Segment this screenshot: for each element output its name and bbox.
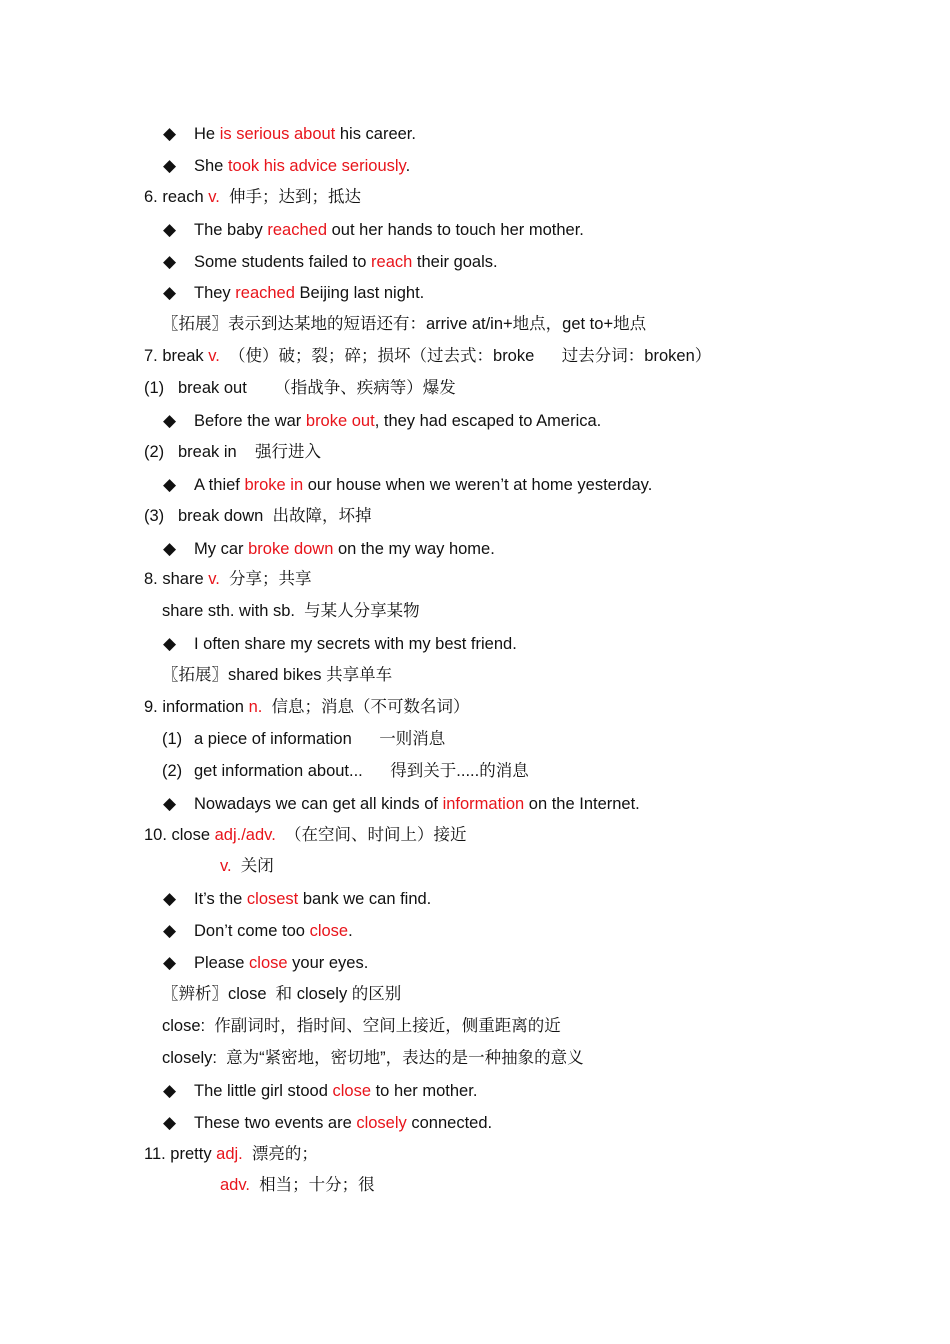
text-segment: out her hands to touch her mother. — [327, 220, 584, 239]
example-sentence — [0, 277, 950, 309]
text-segment: A thief — [194, 475, 245, 494]
example-sentence — [0, 947, 950, 979]
text-segment: 7. break — [144, 347, 209, 366]
highlighted-text: close — [309, 922, 349, 941]
text-segment: . — [405, 156, 411, 175]
highlighted-text: reach — [371, 252, 413, 271]
bullet-icon: ◆ — [163, 219, 177, 239]
highlighted-text: close — [249, 954, 288, 973]
text-segment: close: 作副词时，指时间、空间上接近，侧重距离的近 — [162, 1016, 561, 1035]
text-segment: break down 出故障，坏掉 — [178, 506, 372, 525]
text-segment: The baby — [194, 220, 268, 239]
text-segment: I often share my secrets with my best friend. — [194, 635, 517, 654]
text-segment: It’s the — [194, 890, 247, 909]
text-segment: 〖拓展〗表示到达某地的短语还有：arrive at/in+地点，get to+地点 — [162, 315, 647, 334]
text-segment: 伸手；达到；抵达 — [219, 187, 362, 206]
document-page — [0, 118, 950, 1202]
highlighted-text: v. — [220, 857, 232, 876]
highlighted-text: v. — [208, 187, 220, 206]
bullet-icon: ◆ — [163, 889, 177, 909]
text-segment: our house when we weren’t at home yesterday. — [303, 475, 653, 494]
highlighted-text: v. — [208, 347, 220, 366]
text-segment: 9. information — [144, 698, 249, 717]
example-sentence — [0, 533, 950, 565]
bullet-icon: ◆ — [163, 953, 177, 973]
highlighted-text: adj. — [216, 1144, 243, 1163]
text-segment: break out （指战争、疾病等）爆发 — [178, 379, 456, 398]
text-segment: Beijing last night. — [294, 284, 425, 303]
text-segment: These two events are — [194, 1113, 357, 1132]
example-sentence — [0, 1107, 950, 1139]
highlighted-text: adv. — [220, 1176, 250, 1195]
text-segment: closely: 意为“紧密地，密切地”，表达的是一种抽象的意义 — [162, 1048, 584, 1067]
sense-line — [0, 851, 950, 883]
example-sentence — [0, 150, 950, 182]
bullet-icon: ◆ — [163, 411, 177, 431]
item-number: (1) — [162, 729, 183, 748]
bullet-icon: ◆ — [163, 921, 177, 941]
example-sentence — [0, 469, 950, 501]
text-segment: The little girl stood — [194, 1081, 333, 1100]
text-segment: on the my way home. — [333, 539, 495, 558]
highlighted-text: broke out — [305, 412, 375, 431]
text-segment: . — [348, 922, 353, 941]
note-line — [0, 1043, 950, 1075]
text-segment: （使）破；裂；碎；损坏（过去式：broke 过去分词：broken） — [219, 347, 712, 366]
example-sentence — [0, 788, 950, 820]
text-segment: My car — [194, 539, 249, 558]
text-segment: connected. — [406, 1113, 493, 1132]
example-sentence — [0, 405, 950, 437]
highlighted-text: closely — [356, 1113, 407, 1132]
text-segment: （在空间、时间上）接近 — [275, 825, 467, 844]
highlighted-text: v. — [208, 570, 220, 589]
highlighted-text: n. — [248, 698, 263, 717]
bullet-icon: ◆ — [163, 251, 177, 271]
bullet-icon: ◆ — [163, 793, 177, 813]
example-sentence — [0, 915, 950, 947]
item-number: (3) — [144, 506, 165, 525]
example-sentence — [0, 118, 950, 150]
highlighted-text: is serious about — [219, 125, 336, 143]
text-segment: They — [194, 284, 236, 303]
vocab-heading — [0, 341, 950, 373]
text-segment: 相当；十分；很 — [249, 1176, 375, 1195]
sense-line — [0, 1170, 950, 1202]
text-segment: a piece of information 一则消息 — [194, 729, 446, 748]
text-segment: break in 强行进入 — [178, 442, 322, 461]
bullet-icon: ◆ — [163, 538, 177, 558]
text-segment: your eyes. — [287, 954, 369, 973]
vocab-heading — [0, 564, 950, 596]
example-sentence — [0, 1075, 950, 1107]
text-segment: 信息；消息（不可数名词） — [262, 698, 470, 717]
example-sentence — [0, 628, 950, 660]
text-segment: 11. pretty — [144, 1144, 217, 1163]
bullet-icon: ◆ — [163, 634, 177, 654]
phrase-item — [0, 437, 950, 469]
text-segment: their goals. — [412, 252, 498, 271]
text-segment: 漂亮的； — [242, 1144, 318, 1163]
text-segment: 10. close — [144, 825, 215, 844]
note-line — [0, 660, 950, 692]
bullet-icon: ◆ — [163, 124, 177, 143]
highlighted-text: information — [442, 794, 525, 813]
text-segment: 〖拓展〗shared bikes 共享单车 — [162, 666, 393, 685]
item-number: (1) — [144, 379, 165, 398]
highlighted-text: adj./adv. — [214, 825, 276, 844]
text-segment: 关闭 — [231, 857, 274, 876]
highlighted-text: reached — [235, 284, 295, 303]
note-line — [0, 979, 950, 1011]
text-segment: 〖辨析〗close 和 closely 的区别 — [162, 985, 402, 1004]
text-segment: bank we can find. — [298, 890, 432, 909]
text-segment: Before the war — [194, 412, 306, 431]
highlighted-text: close — [332, 1081, 372, 1100]
phrase-item — [0, 756, 950, 788]
text-segment: get information about... 得到关于.....的消息 — [194, 761, 529, 780]
highlighted-text: closest — [246, 890, 299, 909]
text-segment: Don’t come too — [194, 922, 310, 941]
text-segment: , they had escaped to America. — [374, 412, 602, 431]
bullet-icon: ◆ — [163, 474, 177, 494]
example-sentence — [0, 883, 950, 915]
text-segment: Please — [194, 954, 250, 973]
text-segment: Some students failed to — [194, 252, 372, 271]
vocab-heading — [0, 692, 950, 724]
text-segment: She — [194, 156, 228, 175]
text-segment: on the Internet. — [524, 794, 640, 813]
highlighted-text: reached — [267, 220, 328, 239]
bullet-icon: ◆ — [163, 1112, 177, 1132]
phrase-item — [0, 373, 950, 405]
note-line — [0, 309, 950, 341]
example-sentence — [0, 246, 950, 278]
text-segment: Nowadays we can get all kinds of — [194, 794, 443, 813]
note-line — [0, 596, 950, 628]
text-segment: 分享；共享 — [219, 570, 312, 589]
highlighted-text: broke in — [244, 475, 304, 494]
example-sentence — [0, 214, 950, 246]
text-segment: 6. reach — [144, 187, 209, 206]
text-segment: to her mother. — [371, 1081, 478, 1100]
phrase-item — [0, 724, 950, 756]
note-line — [0, 1011, 950, 1043]
phrase-item — [0, 501, 950, 533]
bullet-icon: ◆ — [163, 155, 177, 175]
vocab-heading — [0, 1139, 950, 1171]
text-segment: share sth. with sb. 与某人分享某物 — [162, 602, 420, 621]
vocab-heading — [0, 182, 950, 214]
item-number: (2) — [144, 442, 165, 461]
bullet-icon: ◆ — [163, 283, 177, 303]
vocab-heading — [0, 820, 950, 852]
highlighted-text: broke down — [248, 539, 334, 558]
text-segment: 8. share — [144, 570, 209, 589]
highlighted-text: took his advice seriously — [227, 156, 406, 175]
text-segment: He — [194, 125, 220, 143]
text-segment: his career. — [335, 125, 416, 143]
bullet-icon: ◆ — [163, 1080, 177, 1100]
item-number: (2) — [162, 761, 183, 780]
